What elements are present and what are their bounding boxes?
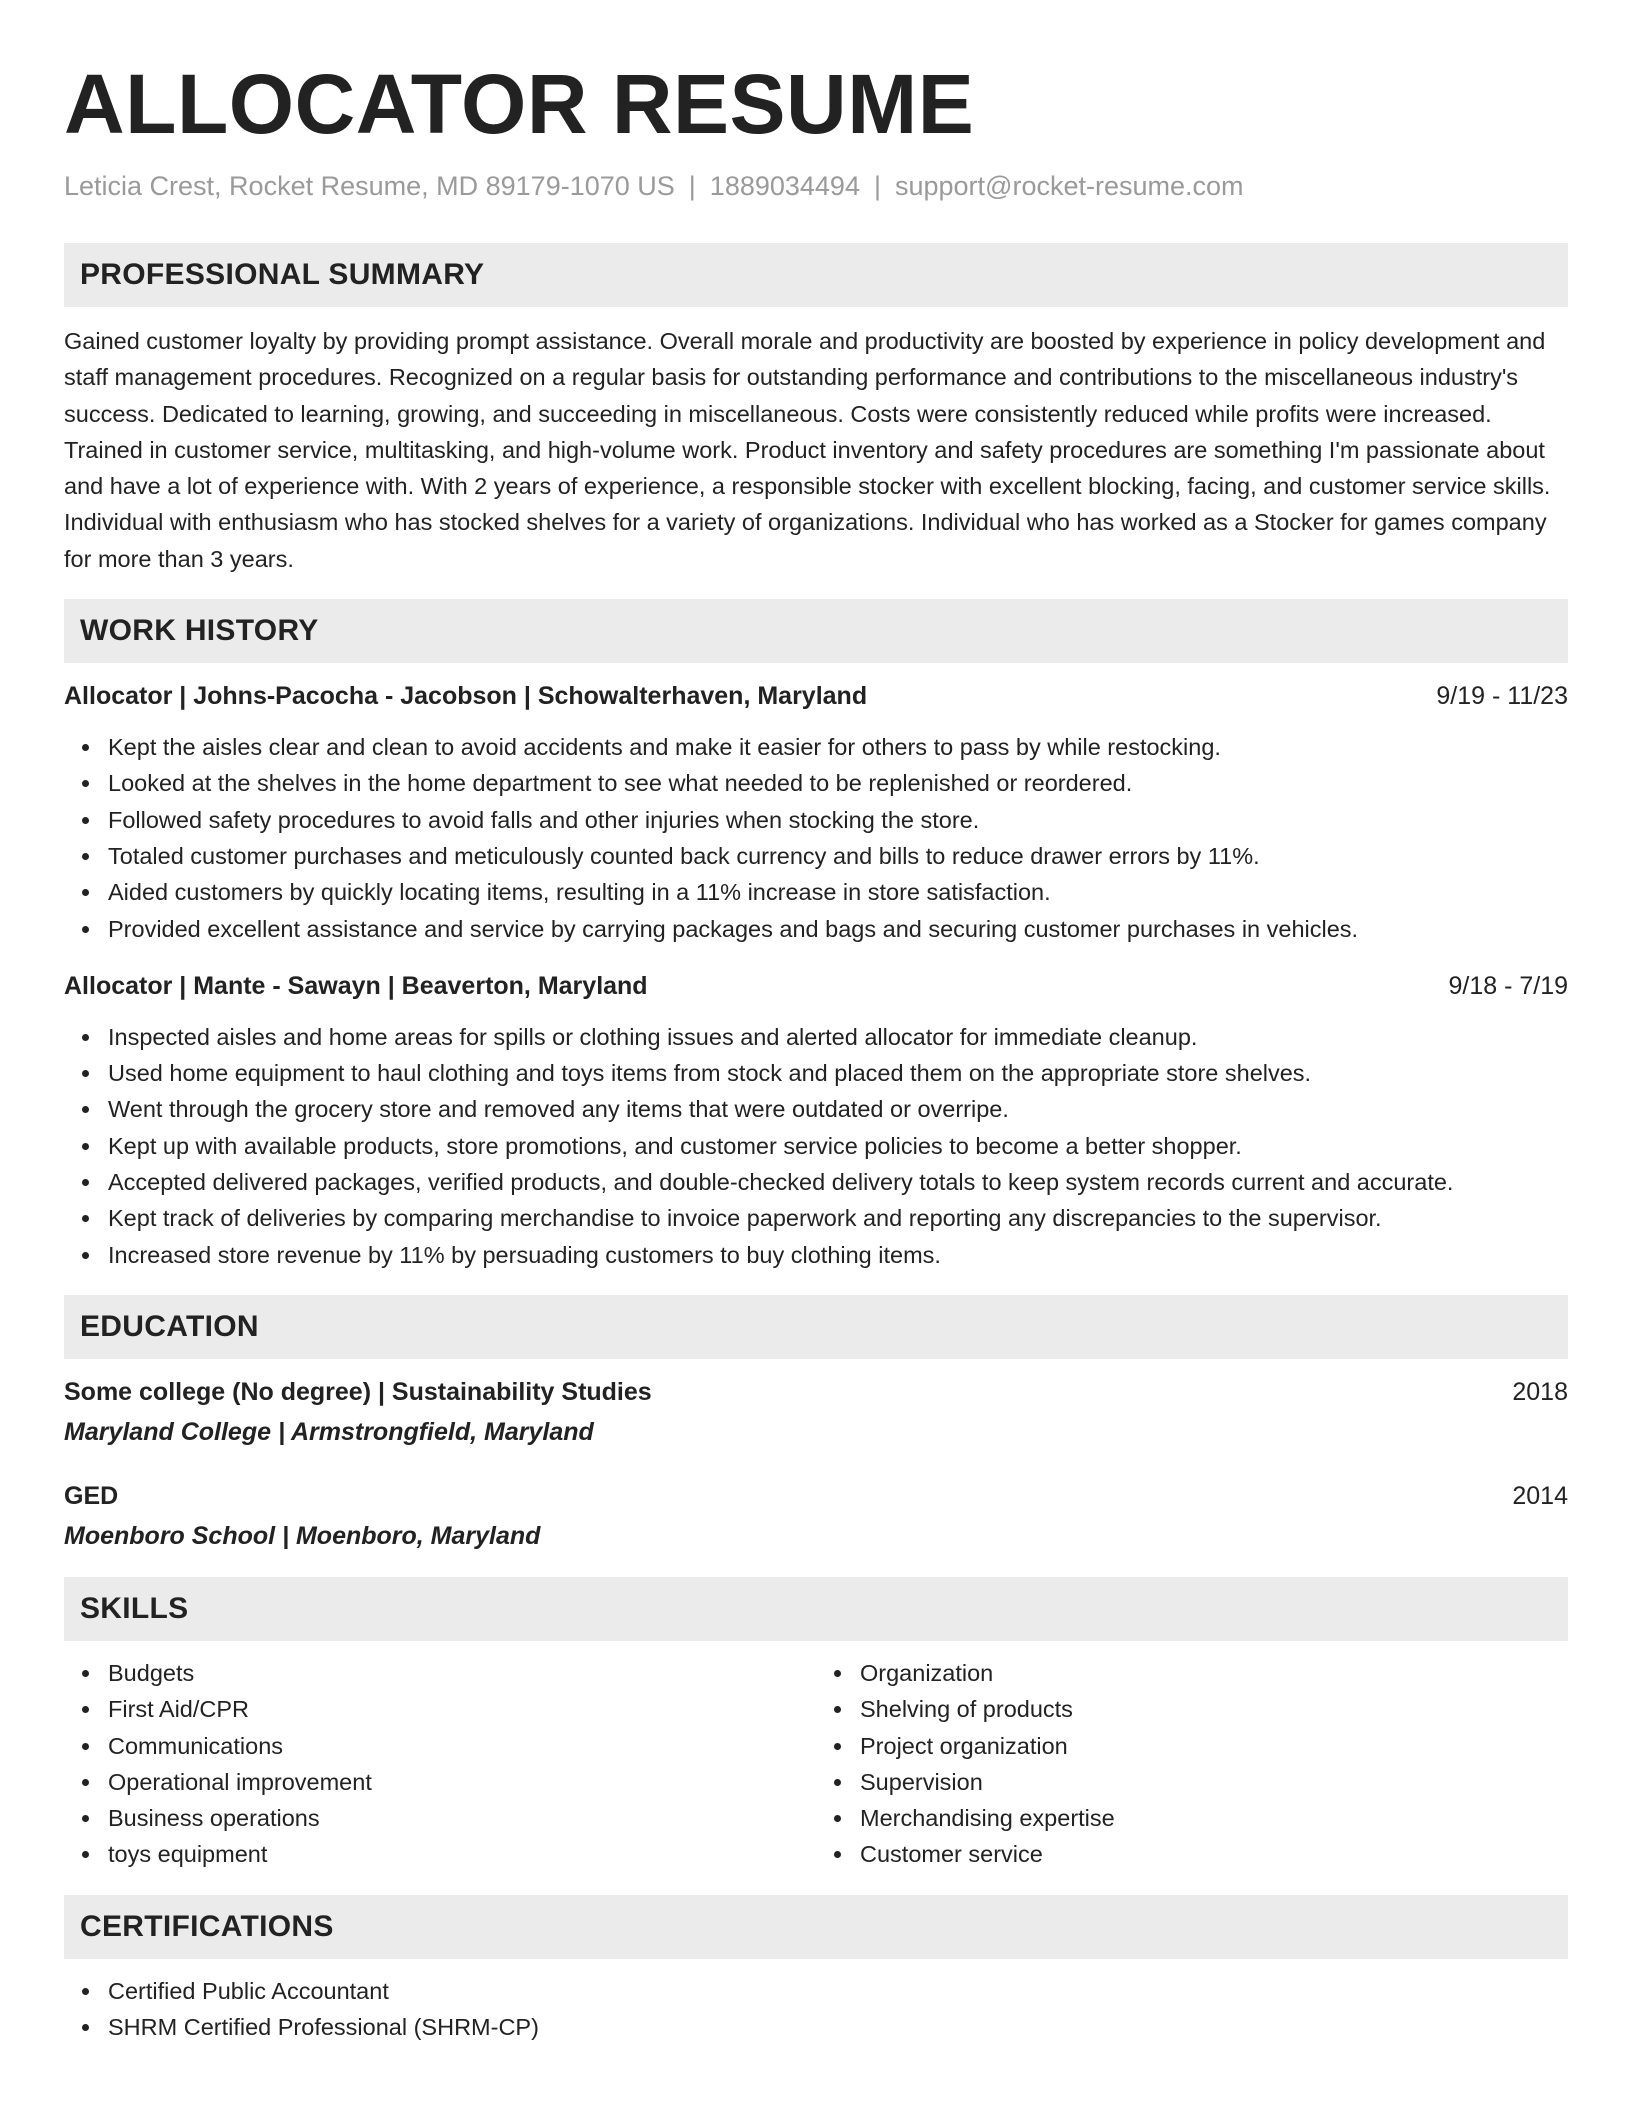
certification-item: Certified Public Accountant <box>108 1973 1568 2009</box>
education-school: Moenboro School | Moenboro, Maryland <box>64 1521 541 1550</box>
skills-column-left <box>64 1655 816 1873</box>
education-entry <box>64 1375 1568 1449</box>
resume-title: ALLOCATOR RESUME <box>64 57 975 151</box>
job-bullet: Aided customers by quickly locating items, resulting in a 11% increase in store satisfaction. <box>108 874 1568 910</box>
skill-item: Business operations <box>108 1800 816 1836</box>
contact-address: Leticia Crest, Rocket Resume, MD 89179-1070 US <box>64 171 675 201</box>
job-header <box>64 679 1568 713</box>
certifications-list <box>64 1973 1568 2046</box>
contact-line <box>64 168 1568 204</box>
education-entry <box>64 1479 1568 1553</box>
contact-email: support@rocket-resume.com <box>894 171 1244 201</box>
education-header <box>64 1375 1568 1409</box>
job-bullet: Increased store revenue by 11% by persuading customers to buy clothing items. <box>108 1237 1568 1273</box>
skill-item: toys equipment <box>108 1836 816 1872</box>
job-bullets <box>64 729 1568 947</box>
job-bullet: Looked at the shelves in the home department to see what needed to be replenished or reordered. <box>108 765 1568 801</box>
job-bullet: Accepted delivered packages, verified products, and double-checked delivery totals to keep system records current and accurate. <box>108 1164 1568 1200</box>
education-header <box>64 1479 1568 1513</box>
job-entry <box>64 679 1568 947</box>
job-bullet: Kept track of deliveries by comparing merchandise to invoice paperwork and reporting any discrepancies to the supervisor. <box>108 1200 1568 1236</box>
section-heading-certifications: CERTIFICATIONS <box>64 1895 1568 1959</box>
skill-item: Merchandising expertise <box>860 1800 1568 1836</box>
job-title: Allocator | Johns-Pacocha - Jacobson | Schowalterhaven, Maryland <box>64 682 868 711</box>
job-bullets <box>64 1019 1568 1273</box>
job-dates: 9/18 - 7/19 <box>1448 971 1568 1000</box>
job-bullet: Went through the grocery store and removed any items that were outdated or overripe. <box>108 1091 1568 1127</box>
education-year: 2014 <box>1512 1481 1568 1510</box>
skill-item: Shelving of products <box>860 1691 1568 1727</box>
section-heading-skills: SKILLS <box>64 1577 1568 1641</box>
contact-separator: | <box>688 171 696 201</box>
skill-item: Customer service <box>860 1836 1568 1872</box>
summary-text: Gained customer loyalty by providing prompt assistance. Overall morale and productivity are boosted by experience in policy development and staff management procedures. Recognized on a regular basis for outstanding performance and contributions to the miscellaneous industry's success. Dedicated to learning, growing, and succeeding in miscellaneous. Costs were consistently reduced while profits were increased. Trained in customer service, multitasking, and high-volume work. Product inventory and safety procedures are something I'm passionate about and have a lot of experience with. With 2 years of experience, a responsible stocker with excellent blocking, facing, and customer service skills. Individual with enthusiasm who has stocked shelves for a variety of organizations. Individual who has worked as a Stocker for games company for more than 3 years. <box>64 328 1551 572</box>
job-title: Allocator | Mante - Sawayn | Beaverton, Maryland <box>64 971 648 1000</box>
skill-item: Operational improvement <box>108 1764 816 1800</box>
education-degree: GED <box>64 1481 119 1510</box>
job-bullet: Kept up with available products, store promotions, and customer service policies to become a better shopper. <box>108 1128 1568 1164</box>
skills-column-right <box>816 1655 1568 1873</box>
skills-grid <box>64 1655 1568 1873</box>
job-bullet: Provided excellent assistance and service by carrying packages and bags and securing customer purchases in vehicles. <box>108 911 1568 947</box>
skill-item: Organization <box>860 1655 1568 1691</box>
job-bullet: Kept the aisles clear and clean to avoid accidents and make it easier for others to pass by while restocking. <box>108 729 1568 765</box>
job-entry <box>64 969 1568 1273</box>
contact-separator: | <box>873 171 881 201</box>
skill-item: Budgets <box>108 1655 816 1691</box>
skill-item: Communications <box>108 1728 816 1764</box>
skill-item: Supervision <box>860 1764 1568 1800</box>
job-bullet: Used home equipment to haul clothing and toys items from stock and placed them on the appropriate store shelves. <box>108 1055 1568 1091</box>
job-header <box>64 969 1568 1003</box>
job-dates: 9/19 - 11/23 <box>1436 682 1568 711</box>
certification-item: SHRM Certified Professional (SHRM-CP) <box>108 2009 1568 2045</box>
contact-phone: 1889034494 <box>709 171 860 201</box>
job-bullet: Followed safety procedures to avoid falls and other injuries when stocking the store. <box>108 802 1568 838</box>
skill-item: First Aid/CPR <box>108 1691 816 1727</box>
section-heading-summary: PROFESSIONAL SUMMARY <box>64 243 1568 307</box>
skill-item: Project organization <box>860 1728 1568 1764</box>
education-school: Maryland College | Armstrongfield, Maryland <box>64 1417 594 1446</box>
education-year: 2018 <box>1512 1377 1568 1406</box>
education-degree: Some college (No degree) | Sustainability Studies <box>64 1377 652 1406</box>
job-bullet: Inspected aisles and home areas for spills or clothing issues and alerted allocator for immediate cleanup. <box>108 1019 1568 1055</box>
job-bullet: Totaled customer purchases and meticulously counted back currency and bills to reduce drawer errors by 11%. <box>108 838 1568 874</box>
section-heading-work-history: WORK HISTORY <box>64 599 1568 663</box>
section-heading-education: EDUCATION <box>64 1295 1568 1359</box>
